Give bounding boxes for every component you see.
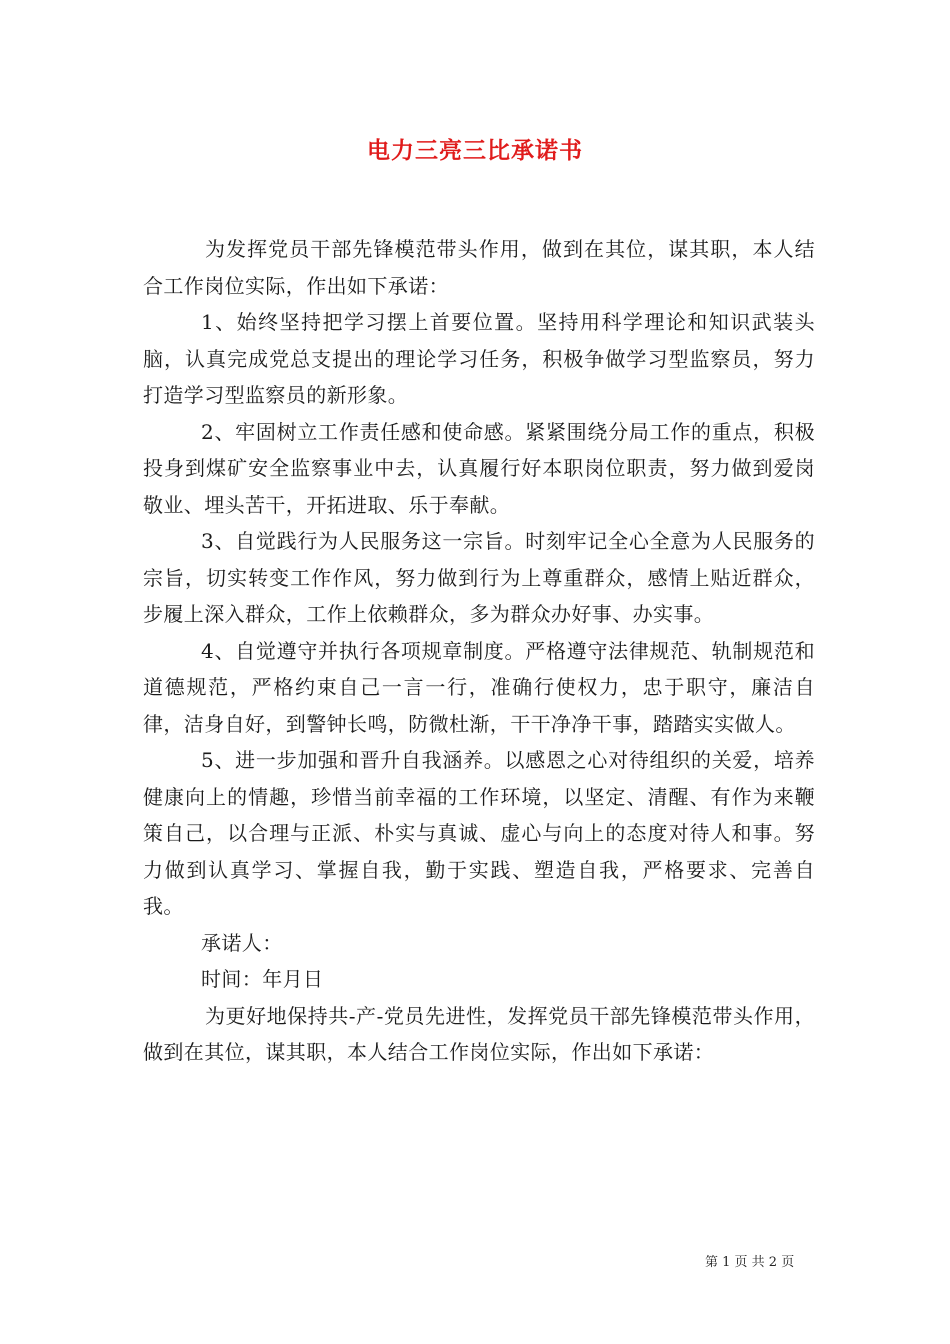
commitment-item-4: 4、自觉遵守并执行各项规章制度。严格遵守法律规范、轨制规范和道德规范，严格约束自己一言一行，准确行使权力，忠于职守，廉洁自律，洁身自好，到警钟长鸣，防微杜渐，干干净净干事，踏踏实实做人。 (143, 638, 815, 736)
signatory-line: 承诺人： (201, 930, 283, 955)
commitment-item-3: 3、自觉践行为人民服务这一宗旨。时刻牢记全心全意为人民服务的宗旨，切实转变工作作风，努力做到行为上尊重群众，感情上贴近群众，步履上深入群众，工作上依赖群众，多为群众办好事、办实事。 (143, 529, 815, 626)
commitment-item-1: 1、始终坚持把学习摆上首要位置。坚持用科学理论和知识武装头脑，认真完成党总支提出的理论学习任务，积极争做学习型监察员，努力打造学习型监察员的新形象。 (143, 310, 815, 407)
intro-paragraph: 为发挥党员干部先锋模范带头作用，做到在其位，谋其职，本人结合工作岗位实际，作出如下承诺： (143, 237, 815, 298)
second-intro-paragraph: 为更好地保持共-产-党员先进性，发挥党员干部先锋模范带头作用，做到在其位，谋其职，本人结合工作岗位实际，作出如下承诺： (143, 1003, 815, 1064)
date-line: 时间：年月日 (201, 967, 324, 991)
page-indicator: 第 1 页 共 2 页 (705, 1255, 795, 1270)
document-title: 电力三亮三比承诺书 (367, 137, 583, 164)
document-body (143, 231, 815, 1071)
commitment-item-5: 5、进一步加强和晋升自我涵养。以感恩之心对待组织的关爱，培养健康向上的情趣，珍惜当前幸福的工作环境，以坚定、清醒、有作为来鞭策自己，以合理与正派、朴实与真诚、虚心与向上的态度对待人和事。努力做到认真学习、掌握自我，勤于实践、塑造自我，严格要求、完善自我。 (143, 748, 815, 918)
commitment-item-2: 2、牢固树立工作责任感和使命感。紧紧围绕分局工作的重点，积极投身到煤矿安全监察事业中去，认真履行好本职岗位职责，努力做到爱岗敬业、埋头苦干，开拓进取、乐于奉献。 (143, 419, 815, 517)
